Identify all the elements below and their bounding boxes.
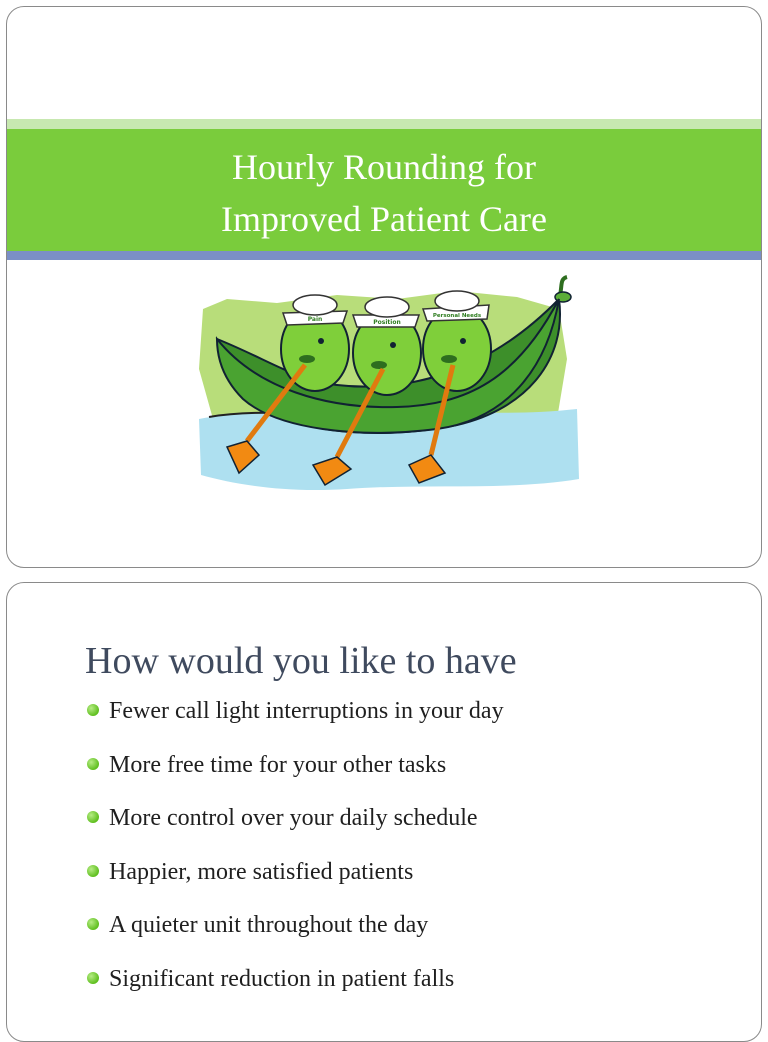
hat-label-pain: Pain	[307, 316, 323, 323]
hat-label-position: Position	[373, 319, 401, 326]
title-band-bottom-stripe	[7, 251, 761, 260]
bullet-item	[87, 858, 504, 912]
bullet-text: More free time for your other tasks	[109, 751, 447, 778]
slide-heading: How would you like to have	[85, 640, 517, 682]
bullet-text: More control over your daily schedule	[109, 805, 478, 831]
bullet-item	[87, 751, 504, 805]
bullet-list	[87, 697, 504, 1018]
bullet-item	[87, 697, 504, 751]
bullet-text: Happier, more satisfied patients	[109, 858, 414, 885]
bullet-item	[87, 911, 504, 965]
bullet-item	[87, 804, 504, 858]
bullet-item	[87, 965, 504, 1019]
slide-title-line-2: Improved Patient Care	[221, 199, 547, 239]
bullet-dot-icon	[87, 758, 99, 770]
title-band-top-stripe	[7, 119, 761, 129]
slide-title-line-1: Hourly Rounding for	[232, 147, 536, 187]
bullet-text: Significant reduction in patient falls	[109, 965, 455, 992]
bullet-dot-icon	[87, 865, 99, 877]
hat-label-personal-needs: Personal Needs	[432, 313, 482, 319]
bullet-text: A quieter unit throughout the day	[109, 912, 429, 938]
bullet-dot-icon	[87, 704, 99, 716]
title-slide	[6, 6, 762, 568]
bullet-dot-icon	[87, 972, 99, 984]
bullet-dot-icon	[87, 811, 99, 823]
content-slide	[6, 582, 762, 1042]
peas-in-pod-rowing-clipart	[187, 269, 587, 499]
slide-title	[7, 141, 761, 245]
bullet-text: Fewer call light interruptions in your day	[109, 698, 504, 724]
bullet-dot-icon	[87, 918, 99, 930]
